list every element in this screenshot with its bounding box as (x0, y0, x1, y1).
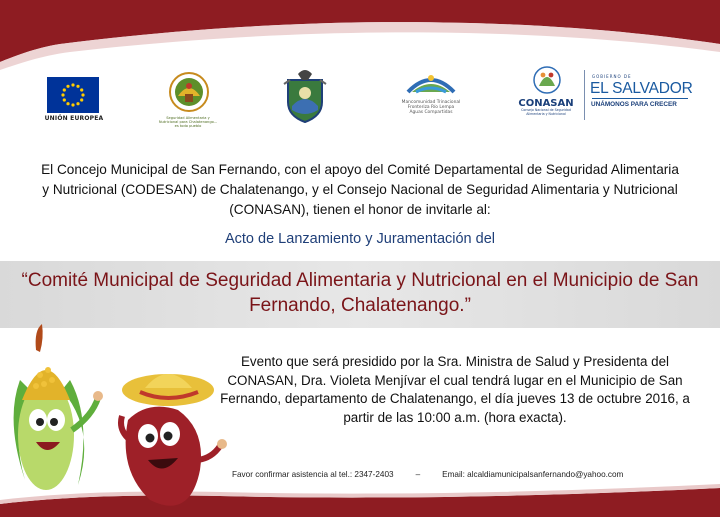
logos-row (0, 60, 720, 132)
rsvp-phone: Favor confirmar asistencia al tel.: 2347-2403 (232, 470, 394, 479)
eu-flag-icon (47, 77, 99, 113)
act-title: Acto de Lanzamiento y Juramentación del (224, 231, 496, 247)
contact-email: Email: alcaldiamunicipalsanfernando@yahoo.com (442, 470, 624, 479)
footer-contact (232, 470, 702, 479)
municipal-seal-icon (278, 66, 332, 124)
codesan-caption: Seguridad Alimentaria y Nutricional para Chalatenango... es todo pueblo (158, 116, 218, 129)
gobierno-prefix: GOBIERNO DE (592, 74, 632, 79)
gobierno-name: EL SALVADOR (590, 80, 693, 97)
committee-title: “Comité Municipal de Seguridad Alimentaria y Nutricional en el Municipio de San Fernando, Chalatenango.” (21, 270, 699, 316)
conasan-subtitle: Consejo Nacional de Seguridad Alimentaria y Nutricional (521, 108, 571, 116)
codesan-logo-icon (166, 70, 212, 122)
conasan-name: CONASAN (518, 98, 574, 109)
gobierno-underline (592, 98, 688, 99)
gobierno-slogan: UNÁMONOS PARA CRECER (591, 101, 677, 108)
invitation-intro: El Concejo Municipal de San Fernando, con el apoyo del Comité Departamental de Seguridad Alimentaria y Nutricional (CODESAN) de Chalatenango, y el Consejo Nacional de Seguridad Alimentaria y Nutricional (CONASAN), tienen el honor de invitarle al: (41, 162, 679, 217)
corn-and-bean-mascots-icon (0, 320, 240, 517)
eu-label: UNIÓN EUROPEA (44, 115, 104, 122)
mancomunidad-caption: Mancomunidad Trinacional Fronteriza Río Lempa Aguas Compartidas (401, 100, 461, 115)
logo-divider (584, 70, 585, 120)
footer-separator: – (415, 470, 421, 479)
event-details: Evento que será presidido por la Sra. Ministra de Salud y Presidenta del CONASAN, Dra. Violeta Menjívar el cual tendrá lugar en el Municipio de San Fernando, departamento de Chalatenango, el día jueves 13 de octubre 2016, a partir de las 10:00 a.m. (hora exacta). (220, 354, 690, 425)
